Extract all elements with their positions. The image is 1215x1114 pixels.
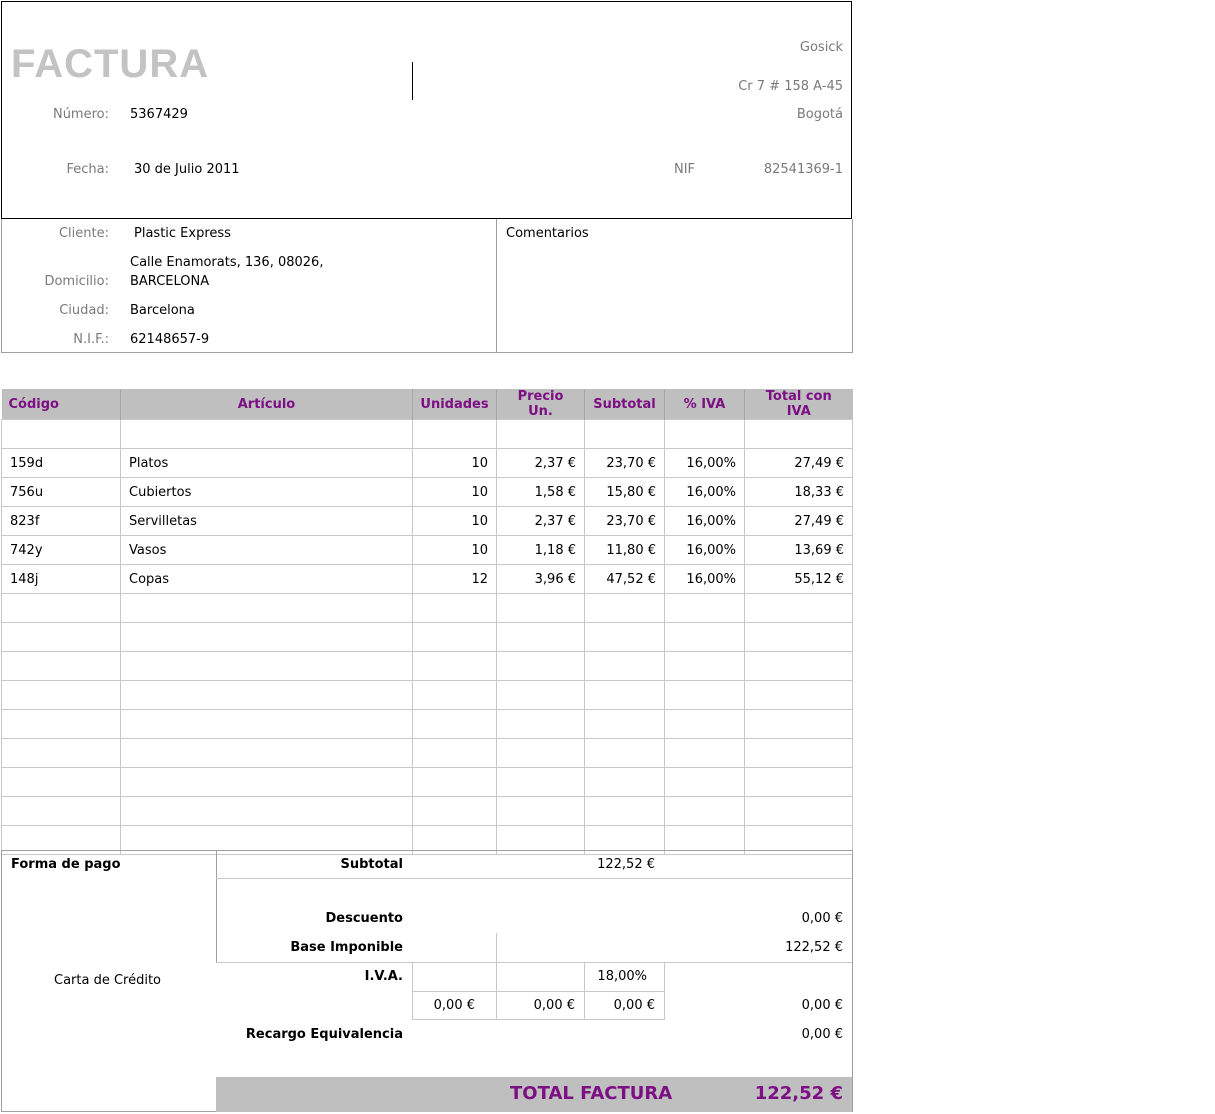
table-row: [2, 768, 853, 797]
table-cell[interactable]: [665, 710, 745, 739]
table-row: [2, 739, 853, 768]
table-cell[interactable]: Servilletas: [121, 507, 413, 536]
client-nif-value[interactable]: 62148657-9: [130, 332, 210, 347]
table-cell[interactable]: [665, 652, 745, 681]
table-cell[interactable]: 2,37 €: [497, 507, 585, 536]
recargo-value: 0,00 €: [801, 1027, 843, 1042]
table-cell[interactable]: [665, 420, 745, 449]
table-cell[interactable]: [585, 739, 665, 768]
total-factura-label: TOTAL FACTURA: [510, 1083, 673, 1104]
iva-cell-2: 0,00 €: [533, 998, 575, 1013]
table-cell[interactable]: [497, 768, 585, 797]
iva-cell-3: 0,00 €: [613, 998, 655, 1013]
divider: [412, 1019, 665, 1020]
table-cell[interactable]: 11,80 €: [585, 536, 665, 565]
table-cell[interactable]: [413, 797, 497, 826]
table-cell[interactable]: 756u: [2, 478, 121, 507]
table-cell[interactable]: 23,70 €: [585, 449, 665, 478]
table-cell[interactable]: 10: [413, 536, 497, 565]
table-cell[interactable]: [413, 652, 497, 681]
table-cell[interactable]: [585, 594, 665, 623]
table-cell[interactable]: [413, 768, 497, 797]
table-cell[interactable]: [2, 797, 121, 826]
table-cell[interactable]: [2, 594, 121, 623]
descuento-label: Descuento: [325, 911, 403, 926]
table-row: [2, 652, 853, 681]
table-row: [2, 565, 853, 594]
company-nif-value[interactable]: 82541369-1: [763, 162, 843, 177]
fecha-value[interactable]: 30 de Julio 2011: [134, 162, 240, 177]
table-cell[interactable]: 16,00%: [665, 536, 745, 565]
table-cell[interactable]: Copas: [121, 565, 413, 594]
total-factura-value: 122,52 €: [754, 1083, 843, 1104]
table-cell[interactable]: [745, 768, 853, 797]
col-header-total: Total con IVA: [745, 389, 853, 420]
table-cell[interactable]: [497, 652, 585, 681]
table-cell[interactable]: 55,12 €: [745, 565, 853, 594]
table-cell[interactable]: [413, 594, 497, 623]
table-row: [2, 507, 853, 536]
table-cell[interactable]: [745, 594, 853, 623]
table-cell[interactable]: [121, 623, 413, 652]
table-cell[interactable]: [585, 768, 665, 797]
table-cell[interactable]: [121, 739, 413, 768]
table-cell[interactable]: [413, 739, 497, 768]
table-cell[interactable]: [2, 739, 121, 768]
table-cell[interactable]: 16,00%: [665, 507, 745, 536]
table-cell[interactable]: [121, 768, 413, 797]
table-cell[interactable]: [413, 420, 497, 449]
col-header-iva: % IVA: [665, 389, 745, 420]
forma-pago-value[interactable]: Carta de Crédito: [54, 973, 162, 988]
table-cell[interactable]: [585, 797, 665, 826]
table-cell[interactable]: [497, 797, 585, 826]
table-cell[interactable]: [665, 739, 745, 768]
col-header-codigo: Código: [2, 389, 121, 420]
table-cell[interactable]: 10: [413, 478, 497, 507]
table-cell[interactable]: 27,49 €: [745, 449, 853, 478]
table-row: [2, 478, 853, 507]
client-nif-label: N.I.F.:: [73, 332, 109, 347]
table-cell[interactable]: 2,37 €: [497, 449, 585, 478]
table-cell[interactable]: [2, 652, 121, 681]
items-table: [1, 389, 853, 855]
subtotal-label: Subtotal: [340, 857, 403, 872]
table-header-row: [2, 389, 853, 420]
table-cell[interactable]: [413, 681, 497, 710]
divider: [216, 962, 852, 963]
divider: [216, 878, 852, 879]
table-cell[interactable]: [745, 652, 853, 681]
col-header-subtotal: Subtotal: [585, 389, 665, 420]
table-cell[interactable]: [121, 797, 413, 826]
table-cell[interactable]: [413, 623, 497, 652]
table-cell[interactable]: 13,69 €: [745, 536, 853, 565]
table-cell[interactable]: [665, 594, 745, 623]
table-cell[interactable]: 3,96 €: [497, 565, 585, 594]
table-cell[interactable]: [497, 710, 585, 739]
table-cell[interactable]: Platos: [121, 449, 413, 478]
table-cell[interactable]: [665, 768, 745, 797]
table-cell[interactable]: [585, 623, 665, 652]
col-header-articulo: Artículo: [121, 389, 413, 420]
numero-value[interactable]: 5367429: [130, 107, 188, 122]
cliente-value[interactable]: Plastic Express: [134, 226, 231, 241]
divider: [412, 991, 665, 992]
table-cell[interactable]: [745, 739, 853, 768]
table-row: [2, 536, 853, 565]
table-cell[interactable]: [2, 623, 121, 652]
table-cell[interactable]: 823f: [2, 507, 121, 536]
table-cell[interactable]: 16,00%: [665, 449, 745, 478]
company-address[interactable]: Cr 7 # 158 A-45: [738, 79, 843, 94]
table-cell[interactable]: [121, 710, 413, 739]
domicilio-line1[interactable]: Calle Enamorats, 136, 08026,: [130, 255, 324, 270]
table-cell[interactable]: [585, 710, 665, 739]
table-row: [2, 797, 853, 826]
invoice-title: FACTURA: [11, 42, 210, 86]
table-cell[interactable]: Cubiertos: [121, 478, 413, 507]
table-cell[interactable]: [745, 681, 853, 710]
table-cell[interactable]: [413, 710, 497, 739]
divider: [216, 850, 217, 963]
table-cell[interactable]: [2, 420, 121, 449]
descuento-value[interactable]: 0,00 €: [801, 911, 843, 926]
table-row: [2, 623, 853, 652]
base-imponible-label: Base Imponible: [290, 940, 403, 955]
table-cell[interactable]: [665, 797, 745, 826]
table-cell[interactable]: 47,52 €: [585, 565, 665, 594]
table-cell[interactable]: [2, 768, 121, 797]
table-cell[interactable]: 742y: [2, 536, 121, 565]
table-cell[interactable]: [2, 710, 121, 739]
iva-rate[interactable]: 18,00%: [597, 969, 647, 984]
table-cell[interactable]: 18,33 €: [745, 478, 853, 507]
table-cell[interactable]: [121, 681, 413, 710]
col-header-unidades: Unidades: [413, 389, 497, 420]
forma-pago-label: Forma de pago: [11, 857, 121, 872]
numero-label: Número:: [52, 107, 109, 122]
table-cell[interactable]: [745, 797, 853, 826]
iva-label: I.V.A.: [364, 969, 403, 984]
table-cell[interactable]: [2, 681, 121, 710]
cliente-label: Cliente:: [58, 226, 109, 241]
ciudad-label: Ciudad:: [59, 303, 109, 318]
table-cell[interactable]: [585, 681, 665, 710]
table-cell[interactable]: [665, 681, 745, 710]
recargo-label: Recargo Equivalencia: [245, 1027, 403, 1042]
table-cell[interactable]: [497, 594, 585, 623]
table-cell[interactable]: 15,80 €: [585, 478, 665, 507]
company-nif-label: NIF: [674, 162, 696, 177]
table-cell[interactable]: 148j: [2, 565, 121, 594]
table-cell[interactable]: [497, 681, 585, 710]
table-cell[interactable]: Vasos: [121, 536, 413, 565]
table-row: [2, 681, 853, 710]
text-cursor: [412, 62, 413, 100]
table-cell[interactable]: 23,70 €: [585, 507, 665, 536]
subtotal-value: 122,52 €: [597, 857, 655, 872]
table-cell[interactable]: [585, 652, 665, 681]
company-name[interactable]: Gosick: [799, 40, 843, 55]
table-row: [2, 449, 853, 478]
table-row: [2, 710, 853, 739]
table-cell[interactable]: 159d: [2, 449, 121, 478]
domicilio-label: Domicilio:: [44, 274, 109, 289]
table-row: [2, 420, 853, 449]
table-cell[interactable]: [665, 623, 745, 652]
base-imponible-value: 122,52 €: [785, 940, 843, 955]
table-cell[interactable]: [121, 594, 413, 623]
ciudad-value[interactable]: Barcelona: [130, 303, 195, 318]
table-cell[interactable]: 1,18 €: [497, 536, 585, 565]
table-row: [2, 594, 853, 623]
table-cell[interactable]: [745, 710, 853, 739]
table-cell[interactable]: 12: [413, 565, 497, 594]
table-cell[interactable]: [585, 420, 665, 449]
table-cell[interactable]: 16,00%: [665, 565, 745, 594]
fecha-label: Fecha:: [66, 162, 109, 177]
table-cell[interactable]: 10: [413, 449, 497, 478]
divider: [496, 933, 497, 963]
table-cell[interactable]: [497, 623, 585, 652]
table-cell[interactable]: [497, 420, 585, 449]
table-cell[interactable]: [745, 420, 853, 449]
comentarios-label: Comentarios: [506, 226, 589, 241]
table-cell[interactable]: [121, 420, 413, 449]
iva-cell-1: 0,00 €: [433, 998, 475, 1013]
col-header-precio: Precio Un.: [497, 389, 585, 420]
company-city[interactable]: Bogotá: [796, 107, 843, 122]
iva-total: 0,00 €: [801, 998, 843, 1013]
table-cell[interactable]: [745, 623, 853, 652]
table-cell[interactable]: 1,58 €: [497, 478, 585, 507]
table-cell[interactable]: 10: [413, 507, 497, 536]
table-cell[interactable]: 16,00%: [665, 478, 745, 507]
domicilio-line2[interactable]: BARCELONA: [130, 274, 210, 289]
table-cell[interactable]: 27,49 €: [745, 507, 853, 536]
table-cell[interactable]: [497, 739, 585, 768]
table-cell[interactable]: [121, 652, 413, 681]
